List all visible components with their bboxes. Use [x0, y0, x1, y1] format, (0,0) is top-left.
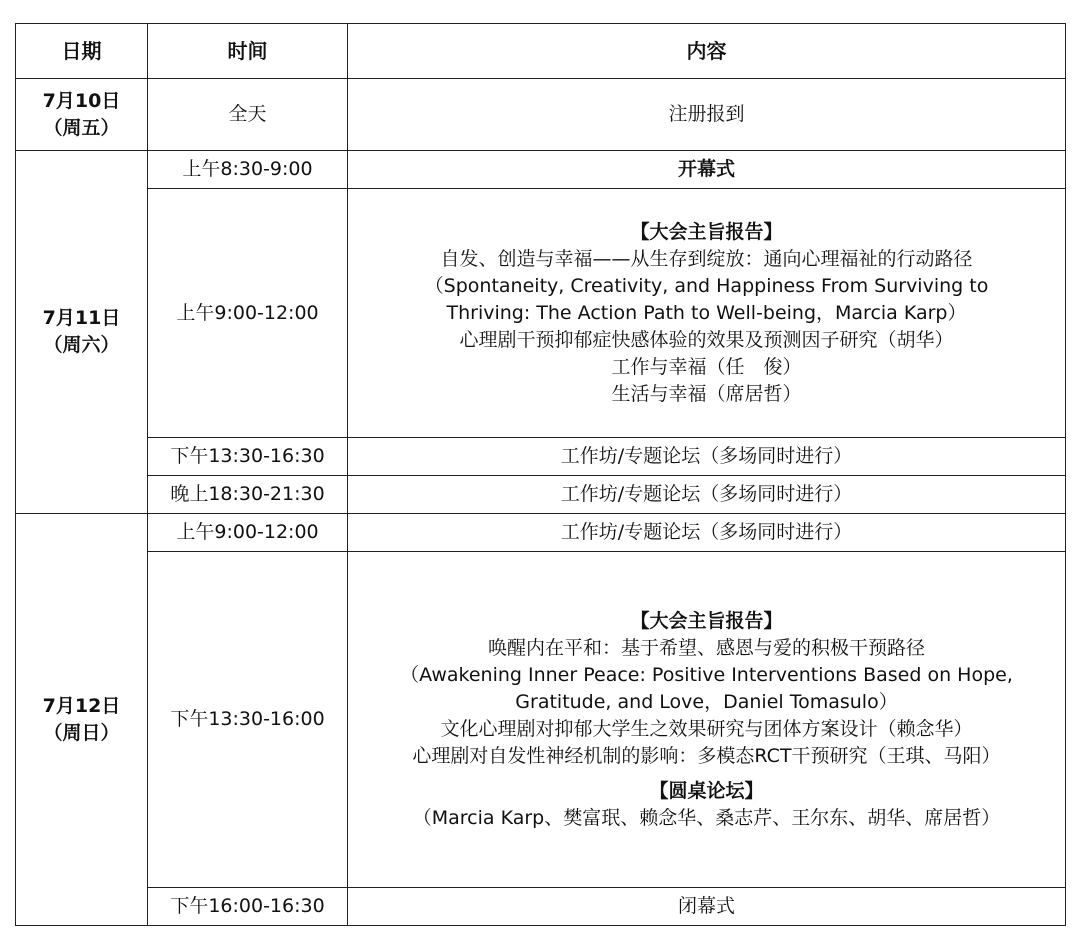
content-line: 心理剧干预抑郁症快感体验的效果及预测因子研究（胡华）: [459, 328, 954, 351]
table-row: [16, 438, 1066, 476]
section-title: 【圆桌论坛】: [649, 779, 764, 802]
date-label: 7月11日: [42, 307, 121, 329]
weekday-label: （周六）: [43, 334, 120, 356]
header-row: [16, 24, 1066, 79]
section-title: 【大会主旨报告】: [630, 220, 783, 243]
date-cell-day1: [16, 79, 148, 151]
time-cell: 下午13:30-16:00: [148, 552, 348, 888]
table-row: [16, 79, 1066, 151]
header-content: 内容: [348, 24, 1066, 79]
header-time: 时间: [148, 24, 348, 79]
content-cell: 工作坊/专题论坛（多场同时进行）: [348, 438, 1066, 476]
table-row: [16, 514, 1066, 552]
time-cell: 上午9:00-12:00: [148, 189, 348, 438]
time-cell: 全天: [148, 79, 348, 151]
spacer: [352, 770, 1061, 778]
date-cell-day3: [16, 514, 148, 926]
content-cell: 工作坊/专题论坛（多场同时进行）: [348, 514, 1066, 552]
content-line: 唤醒内在平和：基于希望、感恩与爱的积极干预路径: [487, 636, 925, 659]
time-cell: 下午16:00-16:30: [148, 888, 348, 926]
table-row: [16, 151, 1066, 189]
schedule-table: [15, 23, 1066, 926]
content-line: 工作与幸福（任 俊）: [611, 355, 802, 378]
table-row: [16, 552, 1066, 888]
date-cell-day2: [16, 151, 148, 514]
content-line: Gratitude, and Love，Daniel Tomasulo）: [515, 690, 898, 713]
table-row: [16, 189, 1066, 438]
header-date: 日期: [16, 24, 148, 79]
content-line: 自发、创造与幸福——从生存到绽放：通向心理福祉的行动路径: [440, 247, 973, 270]
time-cell: 上午8:30-9:00: [148, 151, 348, 189]
date-label: 7月10日: [42, 89, 121, 112]
keynote-cell: [348, 189, 1066, 438]
content-line: 心理剧对自发性神经机制的影响：多模态RCT干预研究（王琪、马阳）: [412, 744, 1001, 767]
weekday-label: （周日）: [43, 721, 120, 744]
section-title: 【大会主旨报告】: [630, 609, 783, 632]
content-line: Thriving: The Action Path to Well-being，Marcia Karp）: [446, 301, 967, 324]
content-cell: 开幕式: [348, 151, 1066, 189]
content-line: （Spontaneity, Creativity, and Happiness From Surviving to: [424, 274, 989, 297]
content-line: （Awakening Inner Peace: Positive Interventions Based on Hope,: [400, 663, 1013, 686]
content-line: 生活与幸福（席居哲）: [611, 382, 802, 405]
weekday-label: （周五）: [43, 116, 120, 139]
time-cell: 上午9:00-12:00: [148, 514, 348, 552]
keynote-cell: [348, 552, 1066, 888]
content-line: 文化心理剧对抑郁大学生之效果研究与团体方案设计（赖念华）: [440, 717, 973, 740]
date-label: 7月12日: [42, 694, 121, 717]
content-cell: 注册报到: [348, 79, 1066, 151]
time-cell: 晚上18:30-21:30: [148, 476, 348, 514]
table-row: [16, 888, 1066, 926]
table-row: [16, 476, 1066, 514]
content-cell: 工作坊/专题论坛（多场同时进行）: [348, 476, 1066, 514]
content-cell: 闭幕式: [348, 888, 1066, 926]
time-cell: 下午13:30-16:30: [148, 438, 348, 476]
content-line: （Marcia Karp、樊富珉、赖念华、桑志芹、王尔东、胡华、席居哲）: [412, 806, 1001, 829]
